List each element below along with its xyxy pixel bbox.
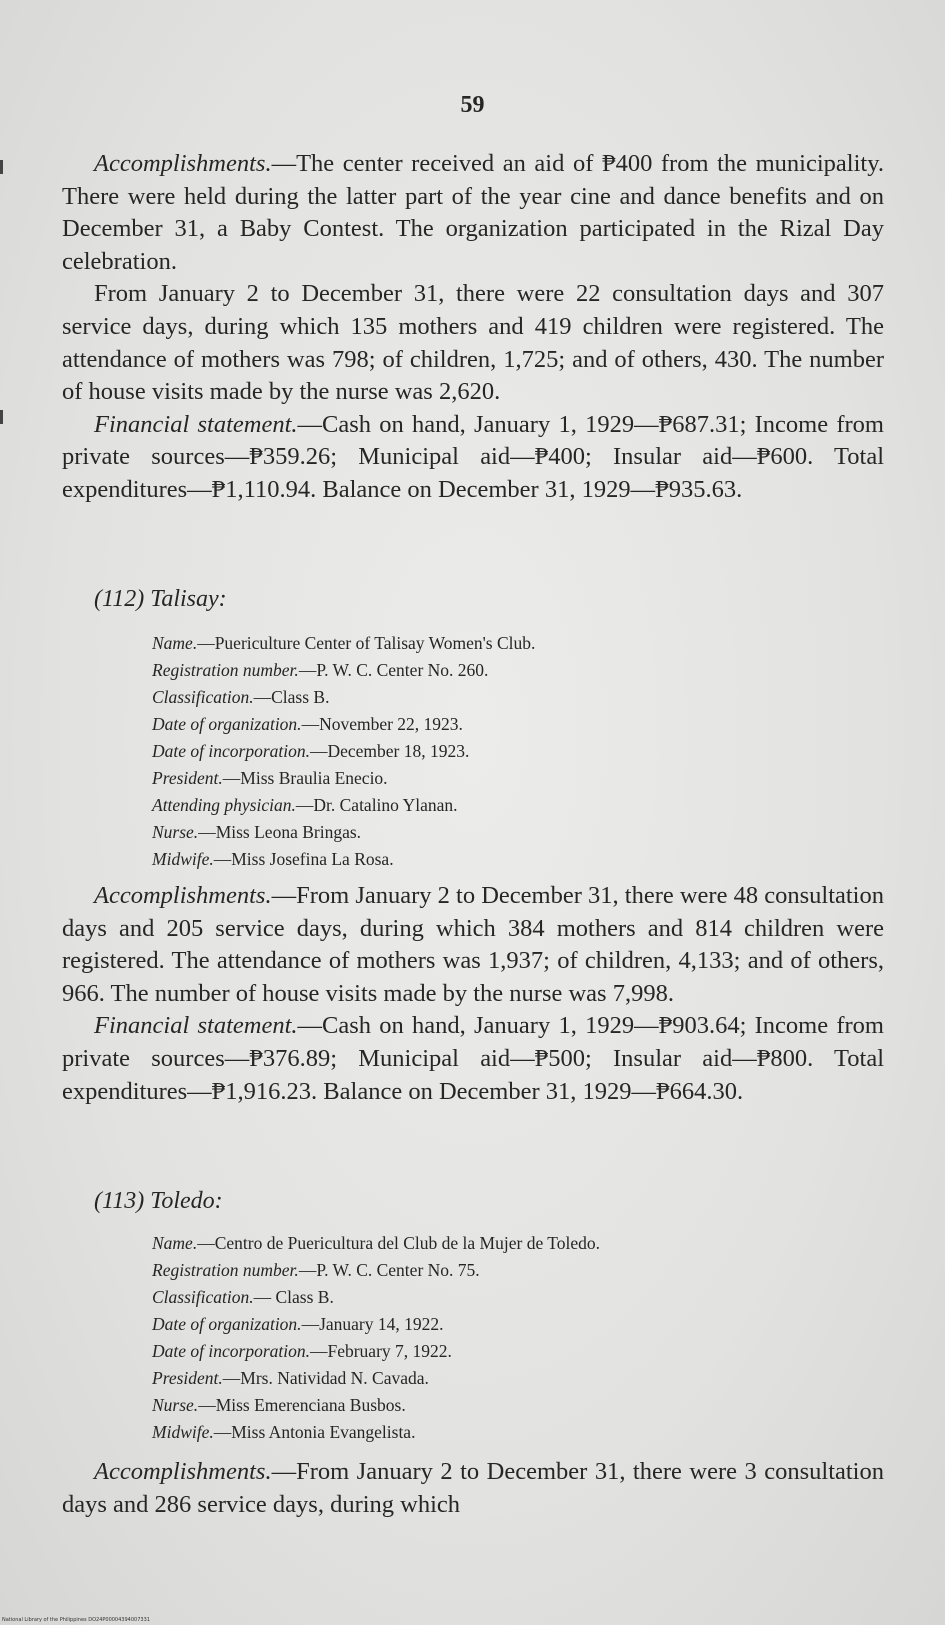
section-heading-talisay xyxy=(94,586,227,613)
paragraph-lead: Accomplishments. xyxy=(94,882,272,909)
detail-row xyxy=(152,1419,872,1446)
detail-row xyxy=(152,1392,872,1419)
detail-label: Midwife. xyxy=(152,849,214,869)
detail-label: Attending physician. xyxy=(152,795,296,815)
detail-row xyxy=(152,738,872,765)
detail-label: Date of incorporation. xyxy=(152,741,310,761)
paragraph-lead: Accomplishments. xyxy=(94,150,272,177)
financial-paragraph xyxy=(62,1010,884,1108)
detail-row xyxy=(152,630,872,657)
detail-label: Nurse. xyxy=(152,1395,199,1415)
section-number: (113) xyxy=(94,1188,145,1214)
detail-label: Name. xyxy=(152,633,198,653)
detail-value: —Miss Antonia Evangelista. xyxy=(213,1422,416,1442)
detail-value: —P. W. C. Center No. 75. xyxy=(298,1260,480,1280)
detail-row xyxy=(152,819,872,846)
detail-value: —Miss Braulia Enecio. xyxy=(222,768,388,788)
accomplishments-paragraph xyxy=(62,880,884,1010)
scan-edge-mark xyxy=(0,160,3,174)
detail-value: —January 14, 1922. xyxy=(301,1314,444,1334)
paragraph-text: —The center received an aid of ₱400 from the municipality. There were held during the latter part of the year cine and dance benefits and on December 31, a Baby Contest. The organization participated in the Rizal Day celebration. xyxy=(62,150,884,275)
paragraph-text: —Cash on hand, January 1, 1929—₱687.31; Income from private sources—₱359.26; Municipal aid—₱400; Insular aid—₱600. Total expenditures—₱1,110.94. Balance on December 31, 1929—₱935.63. xyxy=(62,410,884,503)
financial-paragraph xyxy=(62,409,884,507)
statistics-paragraph xyxy=(62,278,884,408)
toledo-paragraphs xyxy=(62,1456,884,1521)
detail-label: President. xyxy=(152,768,223,788)
section-title: Toledo: xyxy=(150,1188,223,1214)
paragraph-lead: Accomplishments. xyxy=(94,1458,272,1485)
detail-value: —December 18, 1923. xyxy=(309,741,470,761)
detail-row xyxy=(152,765,872,792)
detail-row xyxy=(152,711,872,738)
detail-value: — Class B. xyxy=(253,1287,334,1307)
detail-row xyxy=(152,684,872,711)
paragraph-lead: Financial statement. xyxy=(94,1012,298,1040)
detail-label: President. xyxy=(152,1368,223,1388)
detail-value: —Puericulture Center of Talisay Women's Club. xyxy=(197,633,536,653)
section-number: (112) xyxy=(94,586,145,612)
detail-value: —Mrs. Natividad N. Cavada. xyxy=(222,1368,429,1388)
talisay-paragraphs xyxy=(62,880,884,1108)
detail-label: Date of incorporation. xyxy=(152,1341,310,1361)
detail-row xyxy=(152,1338,872,1365)
paragraph-text: From January 2 to December 31, there were 22 consultation days and 307 service days, during which 135 mothers and 419 children were registered. The attendance of mothers was 798; of children, 1,725; and of others, 430. The number of house visits made by the nurse was 2,620. xyxy=(62,280,884,406)
detail-value: —February 7, 1922. xyxy=(309,1341,452,1361)
detail-value: —P. W. C. Center No. 260. xyxy=(298,660,489,680)
detail-value: —Dr. Catalino Ylanan. xyxy=(295,795,458,815)
detail-label: Date of organization. xyxy=(152,714,302,734)
detail-value: —Miss Josefina La Rosa. xyxy=(213,849,394,869)
detail-label: Nurse. xyxy=(152,822,199,842)
details-toledo xyxy=(152,1230,872,1446)
detail-label: Registration number. xyxy=(152,660,299,680)
detail-row xyxy=(152,657,872,684)
scan-edge-mark xyxy=(0,410,3,424)
detail-row xyxy=(152,846,872,873)
footer-attribution: National Library of the Philippines DO24P00004394007331 xyxy=(2,1617,150,1623)
detail-value: —Miss Emerenciana Busbos. xyxy=(198,1395,406,1415)
detail-value: —November 22, 1923. xyxy=(301,714,463,734)
detail-row xyxy=(152,1365,872,1392)
detail-label: Name. xyxy=(152,1233,198,1253)
detail-label: Classification. xyxy=(152,1287,254,1307)
details-talisay xyxy=(152,630,872,873)
paragraph-text: —From January 2 to December 31, there were 48 consultation days and 205 service days, during which 384 mothers and 814 children were registered. The attendance of mothers was 1,937; of children, 4,133; and of others, 966. The number of house visits made by the nurse was 7,998. xyxy=(62,882,884,1007)
section-heading-toledo xyxy=(94,1188,223,1215)
detail-label: Classification. xyxy=(152,687,254,707)
page-number: 59 xyxy=(460,92,485,118)
detail-row xyxy=(152,1284,872,1311)
detail-value: —Class B. xyxy=(253,687,330,707)
detail-row xyxy=(152,1311,872,1338)
section-title: Talisay: xyxy=(150,586,227,612)
detail-row xyxy=(152,792,872,819)
paragraph-text: —Cash on hand, January 1, 1929—₱903.64; Income from private sources—₱376.89; Municipal aid—₱500; Insular aid—₱800. Total expenditures—₱1,916.23. Balance on December 31, 1929—₱664.30. xyxy=(62,1012,884,1105)
detail-value: —Centro de Puericultura del Club de la Mujer de Toledo. xyxy=(197,1233,601,1253)
paragraph-text: —From January 2 to December 31, there were 3 consultation days and 286 service days, during which xyxy=(62,1458,884,1518)
detail-row xyxy=(152,1257,872,1284)
detail-value: —Miss Leona Bringas. xyxy=(198,822,362,842)
intro-paragraphs xyxy=(62,148,884,507)
accomplishments-paragraph xyxy=(62,148,884,278)
detail-label: Midwife. xyxy=(152,1422,214,1442)
detail-label: Registration number. xyxy=(152,1260,299,1280)
paragraph-lead: Financial statement. xyxy=(94,410,298,438)
detail-label: Date of organization. xyxy=(152,1314,302,1334)
detail-row xyxy=(152,1230,872,1257)
accomplishments-paragraph xyxy=(62,1456,884,1521)
